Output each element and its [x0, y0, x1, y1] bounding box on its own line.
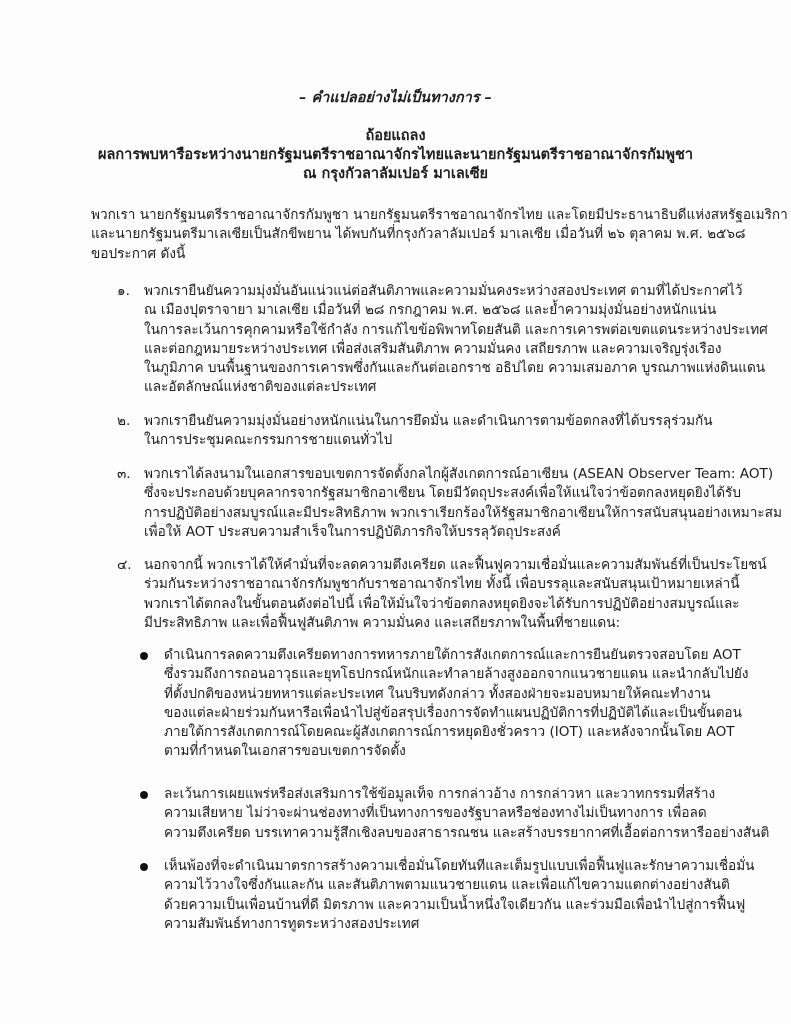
- intro-paragraph: [91, 206, 788, 264]
- bullet-line: ที่ตั้งปกติของหน่วยทหารแต่ละประเทศ ในบริบทดังกล่าว ทั้งสองฝ่ายจะมอบหมายให้คณะทำงาน: [164, 685, 711, 702]
- bullet-icon: [140, 652, 148, 660]
- item-number: ๔.: [117, 557, 132, 573]
- item-line: ในภูมิภาค บนพื้นฐานของการเคารพซึ่งกันและกันต่อเอกราช อธิปไตย ความเสมอภาค บูรณภาพแห่งดินแดน: [144, 360, 766, 377]
- bullet-line: ของแต่ละฝ่ายร่วมกันหารือเพื่อนำไปสู่ข้อสรุปเรื่องการจัดทำแผนปฏิบัติการที่ปฏิบัติได้และเป็นขั้นตอน: [164, 704, 742, 721]
- title-line-location: ณ กรุงกัวลาลัมเปอร์ มาเลเซีย: [302, 166, 489, 182]
- item-line: พวกเราได้ตกลงในขั้นตอนดังต่อไปนี้ เพื่อให้มั่นใจว่าข้อตกลงหยุดยิงจะได้รับการปฏิบัติอย่างสมบูรณ์และ: [144, 595, 740, 612]
- item-body: [144, 465, 782, 542]
- item-line: และอัตลักษณ์แห่งชาติของแต่ละประเทศ: [144, 379, 377, 396]
- item-line: ร่วมกันระหว่างราชอาณาจักรกัมพูชากับราชอาณาจักรไทย ทั้งนี้ เพื่อบรรลุและสนับสนุนเป้าหมายเหล่านี้: [144, 576, 740, 593]
- bullet-line: ความเสียหาย ไม่ว่าจะผ่านช่องทางที่เป็นทางการของรัฐบาลหรือช่องทางไม่เป็นทางการ เพื่อลด: [164, 805, 707, 822]
- item-line: พวกเราได้ลงนามในเอกสารขอบเขตการจัดตั้งกลไกผู้สังเกตการณ์อาเซียน (ASEAN Observer Team: AOT): [144, 466, 774, 482]
- intro-line: ขอประกาศ ดังนี้: [91, 245, 186, 262]
- unofficial-translation-note: – คำแปลอย่างไม่เป็นทางการ –: [299, 90, 492, 106]
- bullet-line: ซึ่งรวมถึงการถอนอาวุธและยุทโธปกรณ์หนักและทำลายล้างสูงออกจากแนวชายแดน และนำกลับไปยัง: [164, 666, 749, 683]
- bullet-line: ดำเนินการลดความตึงเครียดทางการทหารภายใต้การสังเกตการณ์และการยืนยันตรวจสอบโดย AOT: [164, 647, 741, 663]
- bullet-body: [164, 857, 754, 934]
- item-body: [144, 556, 767, 633]
- item-line: มีประสิทธิภาพ และเพื่อฟื้นฟูสันติภาพ ความมั่นคง และเสถียรภาพในพื้นที่ชายแดน:: [144, 614, 621, 631]
- item-line: การปฏิบัติอย่างสมบูรณ์และมีประสิทธิภาพ พวกเราเรียกร้องให้รัฐสมาชิกอาเซียนให้การสนับสนุนอย่างเหมาะสม: [144, 504, 782, 521]
- bullet-line: ภายใต้การสังเกตการณ์โดยคณะผู้สังเกตการณ์การหยุดยิงชั่วคราว (IOT) และหลังจากนั้นโดย AOT: [164, 724, 735, 741]
- bullet-line: ความตึงเครียด บรรเทาความรู้สึกเชิงลบของสาธารณชน และสร้างบรรยากาศที่เอื้อต่อการหารืออย่างสันติ: [164, 824, 770, 841]
- item-line: นอกจากนี้ พวกเราได้ให้คำมั่นที่จะลดความตึงเครียด และฟื้นฟูความเชื่อมั่นและความสัมพันธ์ที่เป็นประโยชน์: [144, 557, 767, 573]
- bullet-line: ความสัมพันธ์ทางการทูตระหว่างสองประเทศ: [164, 915, 420, 932]
- document-title: [0, 127, 791, 184]
- item-line: ณ เมืองปุตราจายา มาเลเซีย เมื่อวันที่ ๒๘ กรกฎาคม พ.ศ. ๒๕๖๘ และย้ำความมุ่งมั่นอย่างหนักแน่น: [144, 302, 717, 319]
- item-body: [144, 282, 768, 398]
- item-line: และต่อกฎหมายระหว่างประเทศ เพื่อส่งเสริมสันติภาพ ความมั่นคง เสถียรภาพ และความเจริญรุ่งเรือง: [144, 340, 722, 357]
- bullet-line: เห็นพ้องที่จะดำเนินมาตรการสร้างความเชื่อมั่นโดยทันทีและเต็มรูปแบบเพื่อฟื้นฟูและรักษาความเชื่อมั่น: [164, 858, 755, 874]
- item-line: พวกเรายืนยันความมุ่งมั่นอย่างหนักแน่นในการยึดมั่น และดำเนินการตามข้อตกลงที่ได้บรรลุร่วมกัน: [144, 413, 713, 429]
- item-body: [144, 412, 713, 451]
- item-line: ในการประชุมคณะกรรมการชายแดนทั่วไป: [144, 432, 393, 449]
- item-line: ซึ่งจะประกอบด้วยบุคลากรจากรัฐสมาชิกอาเซียน โดยมีวัตถุประสงค์เพื่อให้แน่ใจว่าข้อตกลงหยุดยิงได้รับ: [144, 485, 741, 502]
- bullet-line: ด้วยความเป็นเพื่อนบ้านที่ดี มิตรภาพ และความเป็นน้ำหนึ่งใจเดียวกัน และร่วมมือเพื่อนำไปสู่การฟื้นฟู: [164, 896, 746, 913]
- intro-line: และนายกรัฐมนตรีมาเลเซียเป็นสักขีพยาน ได้พบกันที่กรุงกัวลาลัมเปอร์ มาเลเซีย เมื่อวันที่ ๒๖ ตุลาคม พ.ศ. ๒๕๖๘: [91, 226, 746, 243]
- bullet-icon: [140, 791, 148, 799]
- item-line: เพื่อให้ AOT ประสบความสำเร็จในการปฏิบัติภารกิจให้บรรลุวัตถุประสงค์: [144, 523, 561, 540]
- bullet-body: [164, 785, 769, 843]
- bullet-body: [164, 646, 749, 762]
- title-line-statement: ถ้อยแถลง: [365, 128, 426, 144]
- item-number: ๑.: [117, 283, 130, 299]
- bullet-line: ตามที่กำหนดในเอกสารขอบเขตการจัดตั้ง: [164, 743, 406, 760]
- item-line: ในการละเว้นการคุกคามหรือใช้กำลัง การแก้ไขข้อพิพาทโดยสันติ และการเคารพต่อเขตแดนระหว่างประเทศ: [144, 321, 768, 338]
- intro-line: พวกเรา นายกรัฐมนตรีราชอาณาจักรกัมพูชา นายกรัฐมนตรีราชอาณาจักรไทย และโดยมีประธานาธิบดีแห่งสหรัฐอเมริกา: [91, 207, 788, 223]
- title-line-meeting: ผลการพบหารือระหว่างนายกรัฐมนตรีราชอาณาจักรไทยและนายกรัฐมนตรีราชอาณาจักรกัมพูชา: [98, 147, 693, 163]
- item-number: ๓.: [117, 466, 131, 482]
- item-number: ๒.: [117, 413, 131, 429]
- bullet-line: ละเว้นการเผยแพร่หรือส่งเสริมการใช้ข้อมูลเท็จ การกล่าวอ้าง การกล่าวหา และวาทกรรมที่สร้าง: [164, 786, 716, 802]
- bullet-icon: [140, 863, 148, 871]
- bullet-line: ความไว้วางใจซึ่งกันและกัน และสันติภาพตามแนวชายแดน และเพื่อแก้ไขความแตกต่างอย่างสันติ: [164, 877, 730, 894]
- item-line: พวกเรายืนยันความมุ่งมั่นอันแน่วแน่ต่อสันติภาพและความมั่นคงระหว่างสองประเทศ ตามที่ได้ประกาศไว้: [144, 283, 743, 299]
